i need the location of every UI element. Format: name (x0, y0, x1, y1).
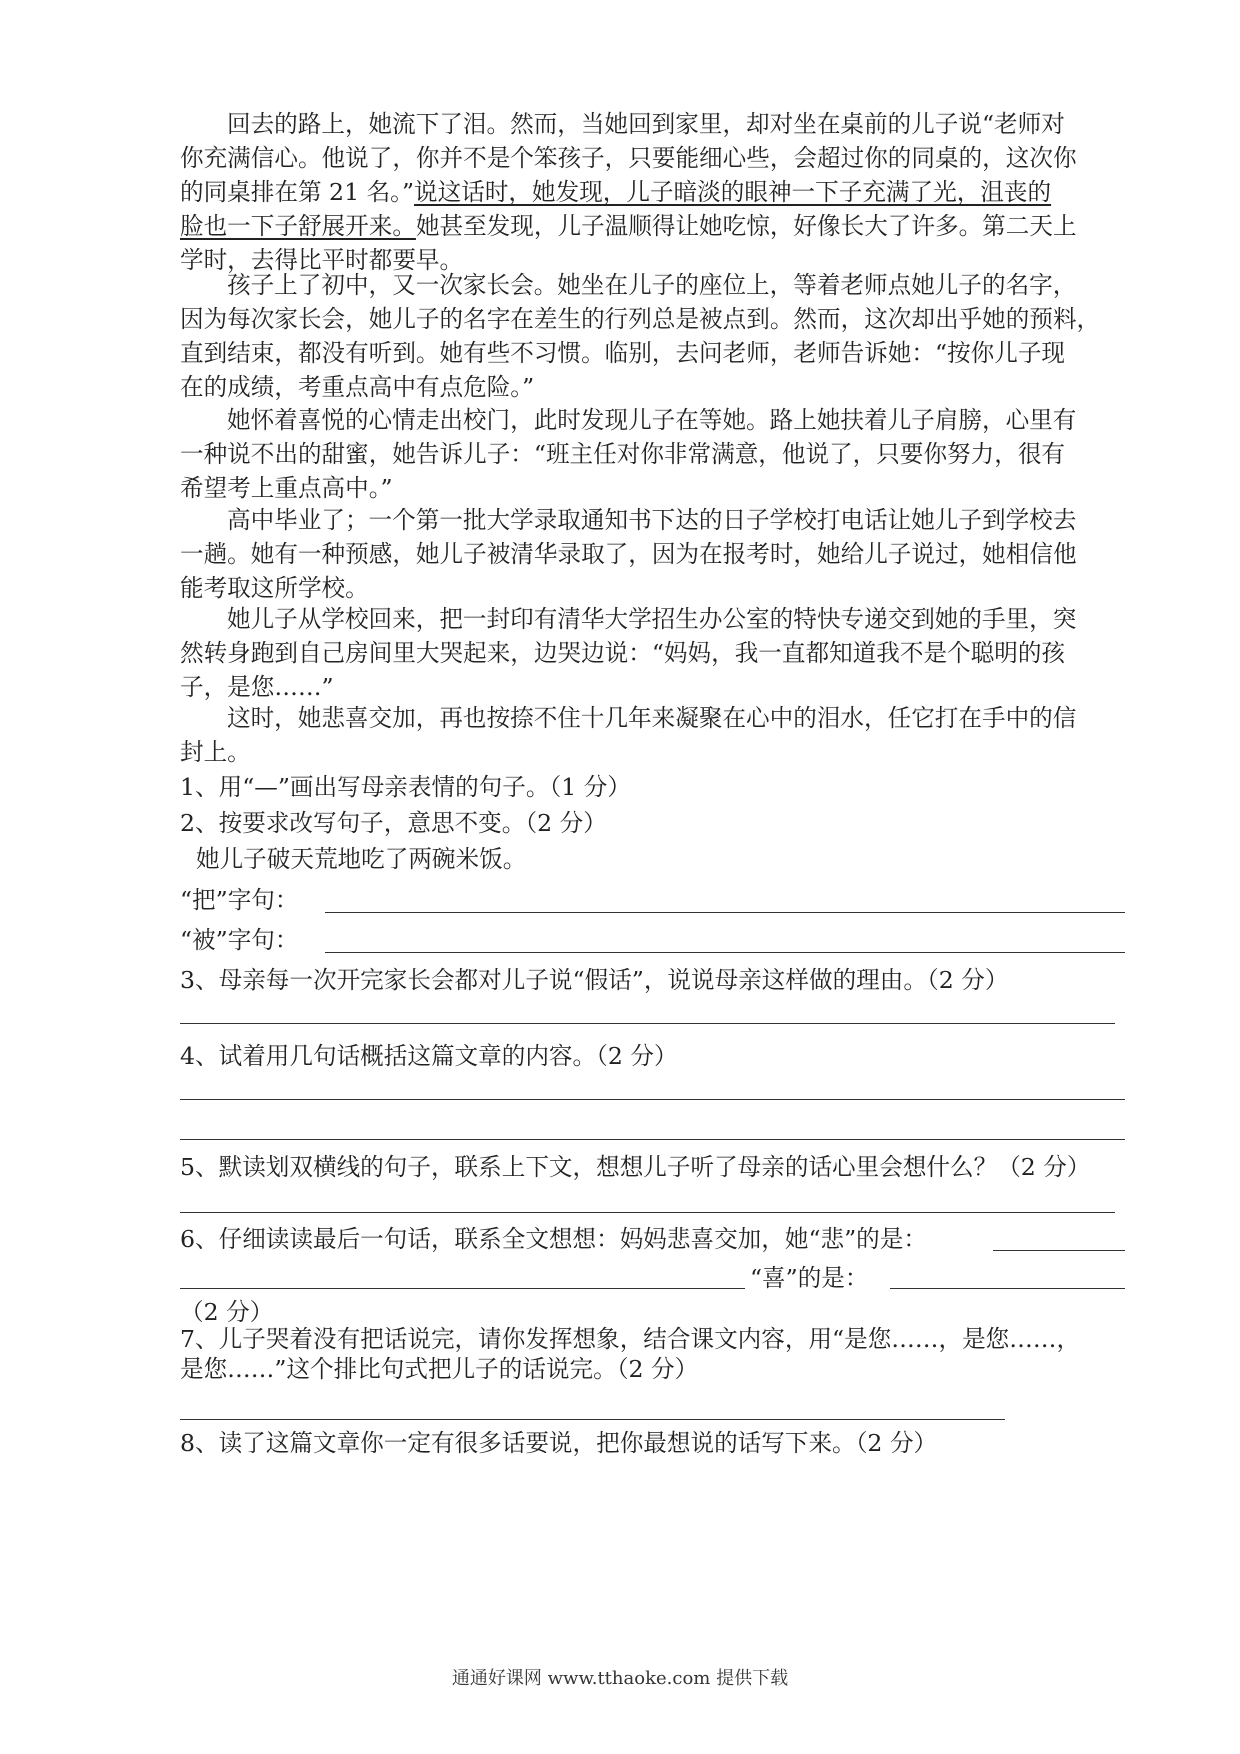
question-6: 6、仔细读读最后一句话，联系全文想想：妈妈悲喜交加，她“悲”的是： (180, 1225, 927, 1253)
passage-line: 封上。 (180, 738, 251, 766)
question-2-sentence: 她儿子破天荒地吃了两碗米饭。 (196, 845, 527, 873)
answer-line-q4-1[interactable] (180, 1099, 1125, 1100)
question-8: 8、读了这篇文章你一定有很多话要说，把你最想说的话写下来。（2 分） (180, 1429, 938, 1457)
passage-text: 她甚至发现，儿子温顺得让她吃惊，好像长大了许多。第二天上 (415, 212, 1077, 240)
passage-line (180, 175, 1125, 209)
answer-line-q5[interactable] (180, 1212, 1115, 1213)
passage-line: 你充满信心。他说了，你并不是个笨孩子，只要能细心些，会超过你的同桌的，这次你 (180, 144, 1077, 172)
passage-line: 能考取这所学校。 (180, 574, 369, 602)
answer-line-q6-sad-2[interactable] (180, 1288, 745, 1289)
passage-paragraph-3 (180, 403, 1125, 505)
question-1: 1、用“—”画出写母亲表情的句子。（1 分） (180, 773, 631, 801)
passage-line: 一趟。她有一种预感，她儿子被清华录取了，因为在报考时，她给儿子说过，她相信他 (180, 540, 1077, 568)
question-4: 4、试着用几句话概括这篇文章的内容。（2 分） (180, 1042, 678, 1070)
question-2-ba-label: “把”字句： (180, 886, 299, 914)
question-7-line-2: 是您……”这个排比句式把儿子的话说完。（2 分） (180, 1355, 699, 1383)
page-footer: 通通好课网 www.tthaoke.com 提供下载 (451, 1668, 789, 1689)
passage-line: 学时，去得比平时都要早。 (180, 246, 464, 274)
passage-paragraph-4 (180, 503, 1125, 605)
passage-line (180, 209, 1125, 243)
passage-line: 子，是您……” (180, 673, 334, 701)
passage-line: 她儿子从学校回来，把一封印有清华大学招生办公室的特快专递交到她的手里，突 (227, 605, 1077, 633)
passage-paragraph-6 (180, 701, 1125, 769)
question-3: 3、母亲每一次开完家长会都对儿子说“假话”，说说母亲这样做的理由。（2 分） (180, 966, 1009, 994)
passage-paragraph-5 (180, 602, 1125, 704)
passage-line: 这时，她悲喜交加，再也按捺不住十几年来凝聚在心中的泪水，任它打在手中的信 (227, 704, 1077, 732)
answer-line-q6-joy[interactable] (890, 1288, 1125, 1289)
question-7-line-1: 7、儿子哭着没有把话说完，请你发挥想象，结合课文内容，用“是您……，是您……， (180, 1325, 1081, 1353)
passage-line: 直到结束，都没有听到。她有些不习惯。临别，去问老师，老师告诉她：“按你儿子现 (180, 339, 1066, 367)
question-6-xi-label: “喜”的是： (750, 1264, 869, 1292)
answer-line-q6-sad-1[interactable] (993, 1250, 1125, 1251)
passage-text: 的同桌排在第 21 名。” (180, 178, 415, 206)
underlined-sentence: 脸也一下子舒展开来。 (180, 212, 416, 240)
passage-line: 她怀着喜悦的心情走出校门，此时发现儿子在等她。路上她扶着儿子肩膀，心里有 (227, 406, 1077, 434)
question-2-bei-label: “被”字句： (180, 926, 299, 954)
passage-line: 回去的路上，她流下了泪。然而，当她回到家里，却对坐在桌前的儿子说“老师对 (227, 110, 1065, 138)
answer-line-q4-2[interactable] (180, 1139, 1125, 1140)
underlined-sentence: 说这话时，她发现，儿子暗淡的眼神一下子充满了光，沮丧的 (414, 178, 1052, 206)
passage-line: 孩子上了初中，又一次家长会。她坐在儿子的座位上，等着老师点她儿子的名字， (227, 271, 1077, 299)
passage-paragraph-2 (180, 268, 1125, 404)
answer-line-bei[interactable] (325, 952, 1125, 953)
question-2: 2、按要求改写句子，意思不变。（2 分） (180, 809, 607, 837)
answer-line-q3[interactable] (180, 1023, 1115, 1024)
passage-line: 因为每次家长会，她儿子的名字在差生的行列总是被点到。然而，这次却出乎她的预料， (180, 305, 1101, 333)
question-6-score: （2 分） (180, 1298, 274, 1326)
question-5: 5、默读划双横线的句子，联系上下文，想想儿子听了母亲的话心里会想什么？（2 分） (180, 1153, 1091, 1181)
passage-line: 高中毕业了；一个第一批大学录取通知书下达的日子学校打电话让她儿子到学校去 (227, 506, 1077, 534)
passage-line: 在的成绩，考重点高中有点危险。” (180, 373, 535, 401)
answer-line-q7[interactable] (180, 1419, 1005, 1420)
passage-line: 一种说不出的甜蜜，她告诉儿子：“班主任对你非常满意，他说了，只要你努力，很有 (180, 440, 1066, 468)
answer-line-ba[interactable] (325, 912, 1125, 913)
passage-paragraph-1 (180, 107, 1125, 277)
passage-line: 然转身跑到自己房间里大哭起来，边哭边说：“妈妈，我一直都知道我不是个聪明的孩 (180, 639, 1066, 667)
passage-line: 希望考上重点高中。” (180, 474, 393, 502)
